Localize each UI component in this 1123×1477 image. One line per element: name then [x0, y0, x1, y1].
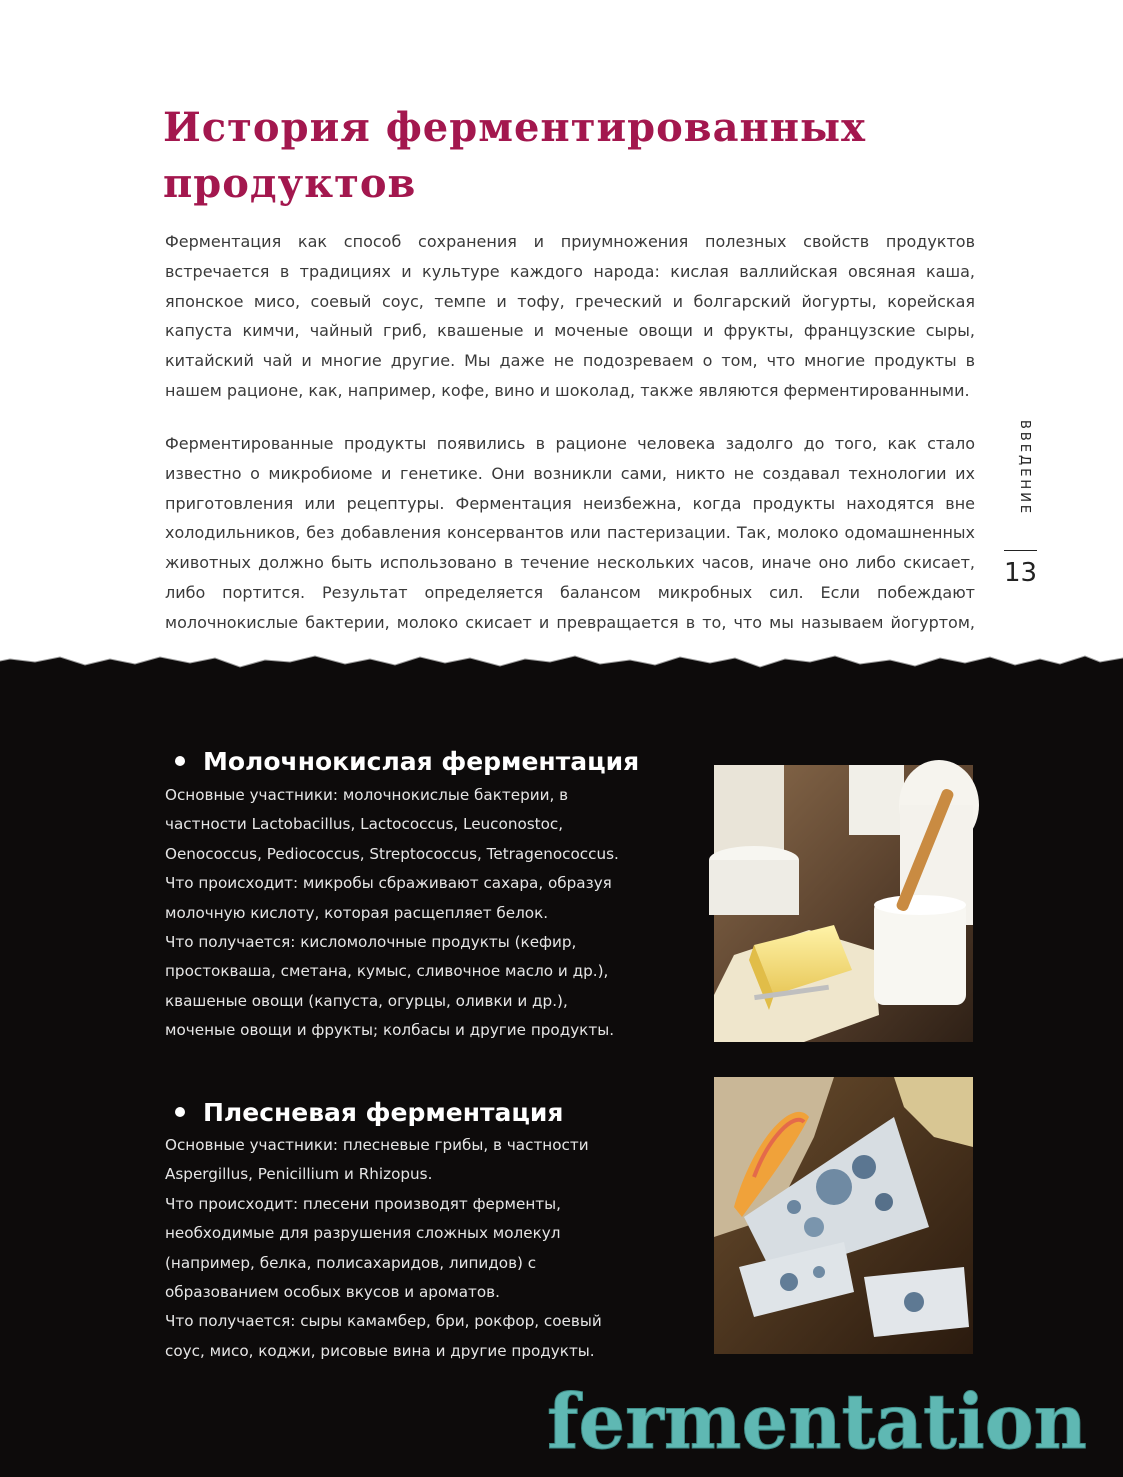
participants-text: Основные участники: молочнокислые бактерии, в частности Lactobacillus, Lactococcus, Leuconostoc, Oenococcus, Pediococcus, Streptococcus, Tetragenococcus. [165, 786, 619, 863]
divider [1004, 550, 1037, 551]
fermentation-wordmark [545, 1368, 1090, 1468]
dairy-photo [714, 765, 973, 1042]
section-body-lactic [165, 781, 635, 1046]
svg-text:fermentation: fermentation [547, 1377, 1087, 1466]
section-title-lactic: Молочнокислая ферментация [175, 745, 639, 779]
result-text: Что получается: сыры камамбер, бри, рокфор, соевый соус, мисо, коджи, рисовые вина и другие продукты. [165, 1312, 602, 1360]
participants-text: Основные участники: плесневые грибы, в частности Aspergillus, Penicillium и Rhizopus. [165, 1136, 589, 1184]
result-text: Что получается: кисломолочные продукты (кефир, простокваша, сметана, кумыс, сливочное масло и др.), квашеные овощи (капуста, огурцы, оливки и др.), моченые овощи и фрукты; колбасы и другие продукты. [165, 933, 615, 1040]
page-title: История ферментированных продуктов [163, 104, 867, 207]
cheese-photo [714, 1077, 973, 1354]
bullet-icon [175, 1107, 185, 1117]
torn-paper-edge [0, 640, 1123, 680]
section-title-mold: Плесневая ферментация [175, 1096, 563, 1130]
intro-paragraph-2: Ферментированные продукты появились в рационе человека задолго до того, как стало известно о микробиоме и генетике. Они возникли сами, никто не создавал технологии их приготовления или рецептуры. Ферментация неизбежна, когда продукты находятся вне холодильников, без добавления консервантов или пастеризации. Так, молоко одомашненных животных должно быть использовано в течение нескольких часов, иначе оно либо скисает, либо портится. Результат определяется балансом микробных сил. Если побеждают молочнокислые бактерии, молоко скисает и превращается в то, что мы называем йогуртом, [165, 434, 975, 632]
process-text: Что происходит: микробы сбраживают сахара, образуя молочную кислоту, которая расщепляет белок. [165, 874, 612, 922]
intro-paragraph-1: Ферментация как способ сохранения и приумножения полезных свойств продуктов встречается в традициях и культуре каждого народа: кислая валлийская овсяная каша, японское мисо, соевый соус, темпе и тофу, греческий и болгарский йогурты, корейская капуста кимчи, чайный гриб, квашеные и моченые овощи и фрукты, французские сыры, китайский чай и многие другие. Мы даже не подозреваем о том, что многие продукты в нашем рационе, как, например, кофе, вино и шоколад, также являются ферментированными. [165, 232, 975, 400]
bullet-icon [175, 756, 185, 766]
process-text: Что происходит: плесени производят ферменты, необходимые для разрушения сложных молекул (например, белка, полисахаридов, липидов) с образованием особых вкусов и ароматов. [165, 1194, 561, 1302]
section-body-mold [165, 1131, 635, 1366]
page-number: 13 [1004, 558, 1038, 588]
chapter-label: ВВЕДЕНИЕ [1017, 420, 1032, 517]
